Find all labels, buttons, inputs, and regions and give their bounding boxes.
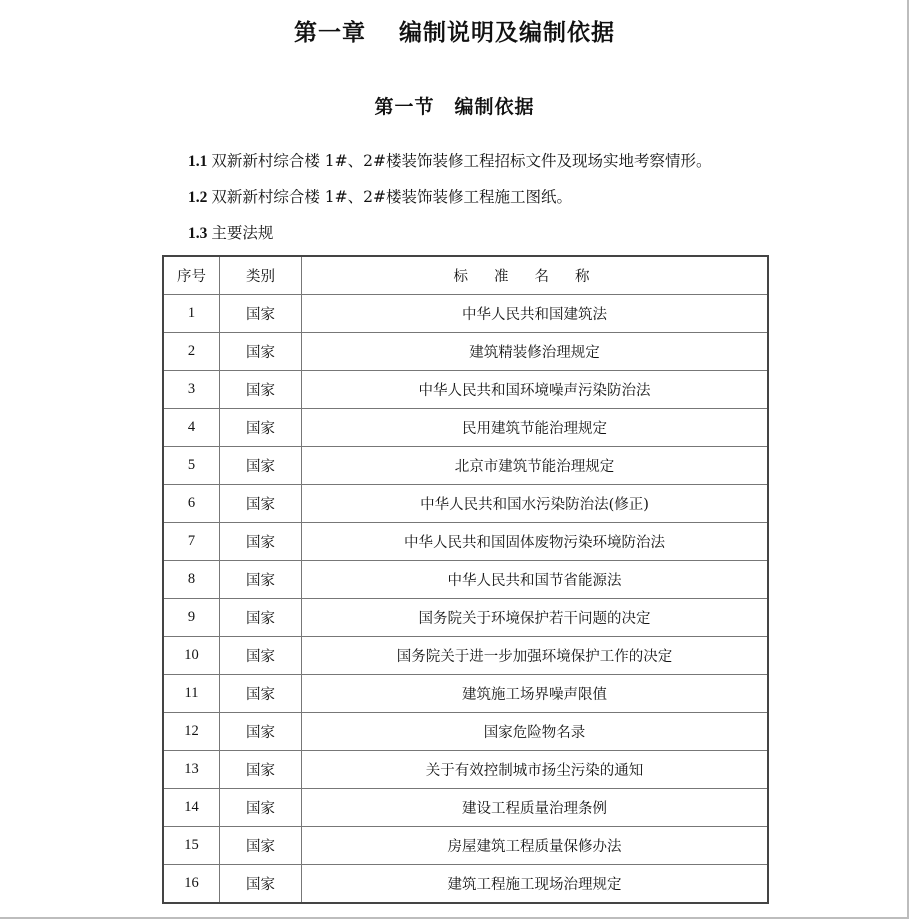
cell-standard-name: 中华人民共和国环境噪声污染防治法 [302, 371, 769, 409]
cell-standard-name: 建筑精装修治理规定 [302, 333, 769, 371]
table-row [163, 789, 768, 827]
paragraph-number: 1.3 [188, 225, 208, 242]
cell-category: 国家 [220, 751, 302, 789]
cell-category: 国家 [220, 865, 302, 904]
table-row [163, 333, 768, 371]
cell-standard-name: 北京市建筑节能治理规定 [302, 447, 769, 485]
cell-seq: 10 [163, 637, 220, 675]
cell-category: 国家 [220, 409, 302, 447]
header-standard-name: 标准名称 [302, 256, 769, 295]
table-row [163, 561, 768, 599]
table-row [163, 409, 768, 447]
cell-seq: 12 [163, 713, 220, 751]
chapter-title: 第一章 编制说明及编制依据 [293, 20, 615, 46]
cell-seq: 16 [163, 865, 220, 904]
cell-seq: 11 [163, 675, 220, 713]
cell-category: 国家 [220, 371, 302, 409]
section-title: 第一节 编制依据 [374, 96, 535, 118]
table-row [163, 713, 768, 751]
table-row [163, 827, 768, 865]
table-row [163, 865, 768, 904]
cell-category: 国家 [220, 599, 302, 637]
cell-seq: 14 [163, 789, 220, 827]
table-row [163, 675, 768, 713]
cell-category: 国家 [220, 827, 302, 865]
cell-seq: 8 [163, 561, 220, 599]
cell-standard-name: 国家危险物名录 [302, 713, 769, 751]
cell-category: 国家 [220, 789, 302, 827]
table-row [163, 751, 768, 789]
cell-standard-name: 国务院关于进一步加强环境保护工作的决定 [302, 637, 769, 675]
cell-standard-name: 建设工程质量治理条例 [302, 789, 769, 827]
paragraph-1-3 [188, 221, 273, 243]
header-seq: 序号 [163, 256, 220, 295]
cell-category: 国家 [220, 333, 302, 371]
table-header-row [163, 256, 768, 295]
cell-category: 国家 [220, 523, 302, 561]
header-category: 类别 [220, 256, 302, 295]
cell-standard-name: 中华人民共和国固体废物污染环境防治法 [302, 523, 769, 561]
cell-category: 国家 [220, 561, 302, 599]
cell-seq: 15 [163, 827, 220, 865]
regulations-table [162, 255, 769, 904]
paragraph-1-1 [188, 149, 712, 171]
cell-seq: 5 [163, 447, 220, 485]
cell-seq: 6 [163, 485, 220, 523]
table-row [163, 599, 768, 637]
table-row [163, 371, 768, 409]
cell-category: 国家 [220, 637, 302, 675]
cell-category: 国家 [220, 675, 302, 713]
cell-category: 国家 [220, 713, 302, 751]
table-row [163, 523, 768, 561]
cell-category: 国家 [220, 485, 302, 523]
cell-standard-name: 国务院关于环境保护若干问题的决定 [302, 599, 769, 637]
cell-seq: 4 [163, 409, 220, 447]
paragraph-number: 1.2 [188, 189, 208, 206]
paragraph-1-2 [188, 185, 572, 207]
cell-seq: 13 [163, 751, 220, 789]
cell-standard-name: 建筑施工场界噪声限值 [302, 675, 769, 713]
cell-standard-name: 民用建筑节能治理规定 [302, 409, 769, 447]
cell-standard-name: 关于有效控制城市扬尘污染的通知 [302, 751, 769, 789]
table-row [163, 447, 768, 485]
cell-category: 国家 [220, 295, 302, 333]
cell-standard-name: 中华人民共和国建筑法 [302, 295, 769, 333]
table-row [163, 637, 768, 675]
cell-seq: 3 [163, 371, 220, 409]
table-row [163, 295, 768, 333]
paragraph-text: 主要法规 [211, 224, 274, 242]
cell-seq: 1 [163, 295, 220, 333]
cell-seq: 9 [163, 599, 220, 637]
paragraph-text: 双新新村综合楼 1#、2#楼装饰装修工程招标文件及现场实地考察情形。 [211, 152, 712, 170]
cell-standard-name: 中华人民共和国水污染防治法(修正) [302, 485, 769, 523]
paragraph-number: 1.1 [188, 153, 208, 170]
cell-standard-name: 中华人民共和国节省能源法 [302, 561, 769, 599]
cell-standard-name: 房屋建筑工程质量保修办法 [302, 827, 769, 865]
paragraph-text: 双新新村综合楼 1#、2#楼装饰装修工程施工图纸。 [211, 188, 573, 206]
cell-seq: 2 [163, 333, 220, 371]
cell-seq: 7 [163, 523, 220, 561]
cell-standard-name: 建筑工程施工现场治理规定 [302, 865, 769, 904]
table-row [163, 485, 768, 523]
cell-category: 国家 [220, 447, 302, 485]
